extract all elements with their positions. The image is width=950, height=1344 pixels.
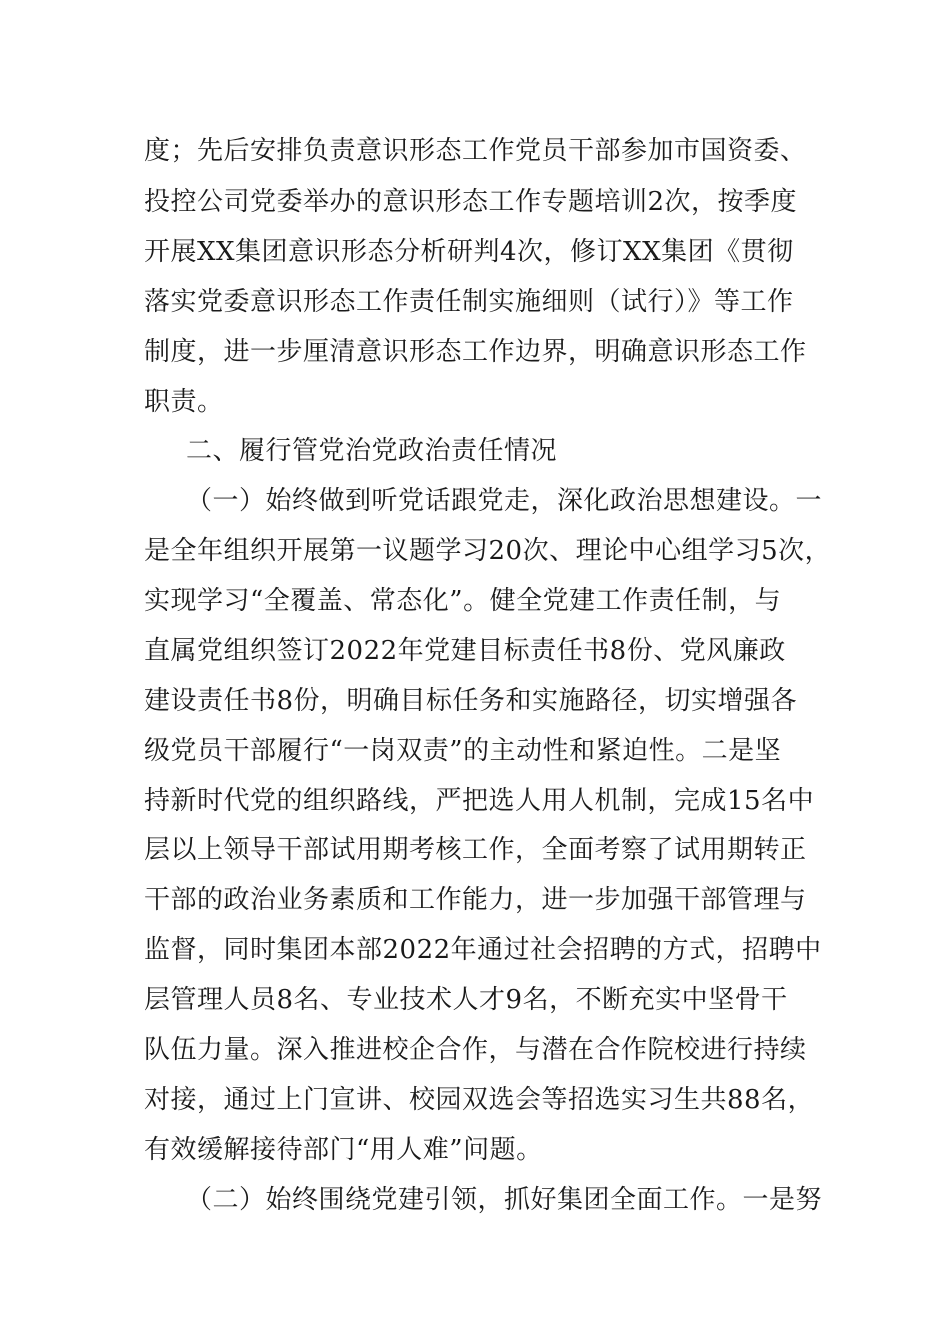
text-line: 度；先后安排负责意识形态工作党员干部参加市国资委、 [144, 136, 807, 166]
text-line: 层以上领导干部试用期考核工作，全面考察了试用期转正 [144, 835, 807, 865]
text-line: 建设责任书8份，明确目标任务和实施路径，切实增强各 [144, 686, 798, 716]
text-line: 是全年组织开展第一议题学习20次、理论中心组学习5次， [144, 536, 832, 566]
text-line: 制度，进一步厘清意识形态工作边界，明确意识形态工作 [144, 337, 807, 367]
text-line: 开展XX集团意识形态分析研判4次，修订XX集团《贯彻 [144, 237, 794, 267]
section-heading: 二、履行管党治党政治责任情况 [186, 436, 558, 466]
text-line: 对接，通过上门宣讲、校园双选会等招选实习生共88名， [144, 1085, 815, 1115]
subsection-heading: （一）始终做到听党话跟党走，深化政治思想建设。一 [186, 486, 823, 516]
text-line: 级党员干部履行“一岗双责”的主动性和紧迫性。二是坚 [144, 736, 782, 766]
subsection-heading: （二）始终围绕党建引领，抓好集团全面工作。一是努 [186, 1185, 823, 1215]
text-line: 直属党组织签订2022年党建目标责任书8份、党风廉政 [144, 636, 786, 666]
text-line: 实现学习“全覆盖、常态化”。健全党建工作责任制，与 [144, 586, 782, 616]
text-line: 落实党委意识形态工作责任制实施细则（试行）》等工作 [144, 287, 794, 317]
text-line: 持新时代党的组织路线，严把选人用人机制，完成15名中 [144, 786, 815, 816]
text-line: 队伍力量。深入推进校企合作，与潜在合作院校进行持续 [144, 1035, 807, 1065]
text-line: 干部的政治业务素质和工作能力，进一步加强干部管理与 [144, 885, 807, 915]
text-line: 有效缓解接待部门“用人难”问题。 [144, 1135, 543, 1165]
text-line: 监督，同时集团本部2022年通过社会招聘的方式，招聘中 [144, 935, 822, 965]
text-line: 投控公司党委举办的意识形态工作专题培训2次，按季度 [144, 187, 798, 217]
text-line: 层管理人员8名、专业技术人才9名，不断充实中坚骨干 [144, 985, 788, 1015]
text-line: 职责。 [144, 387, 224, 417]
